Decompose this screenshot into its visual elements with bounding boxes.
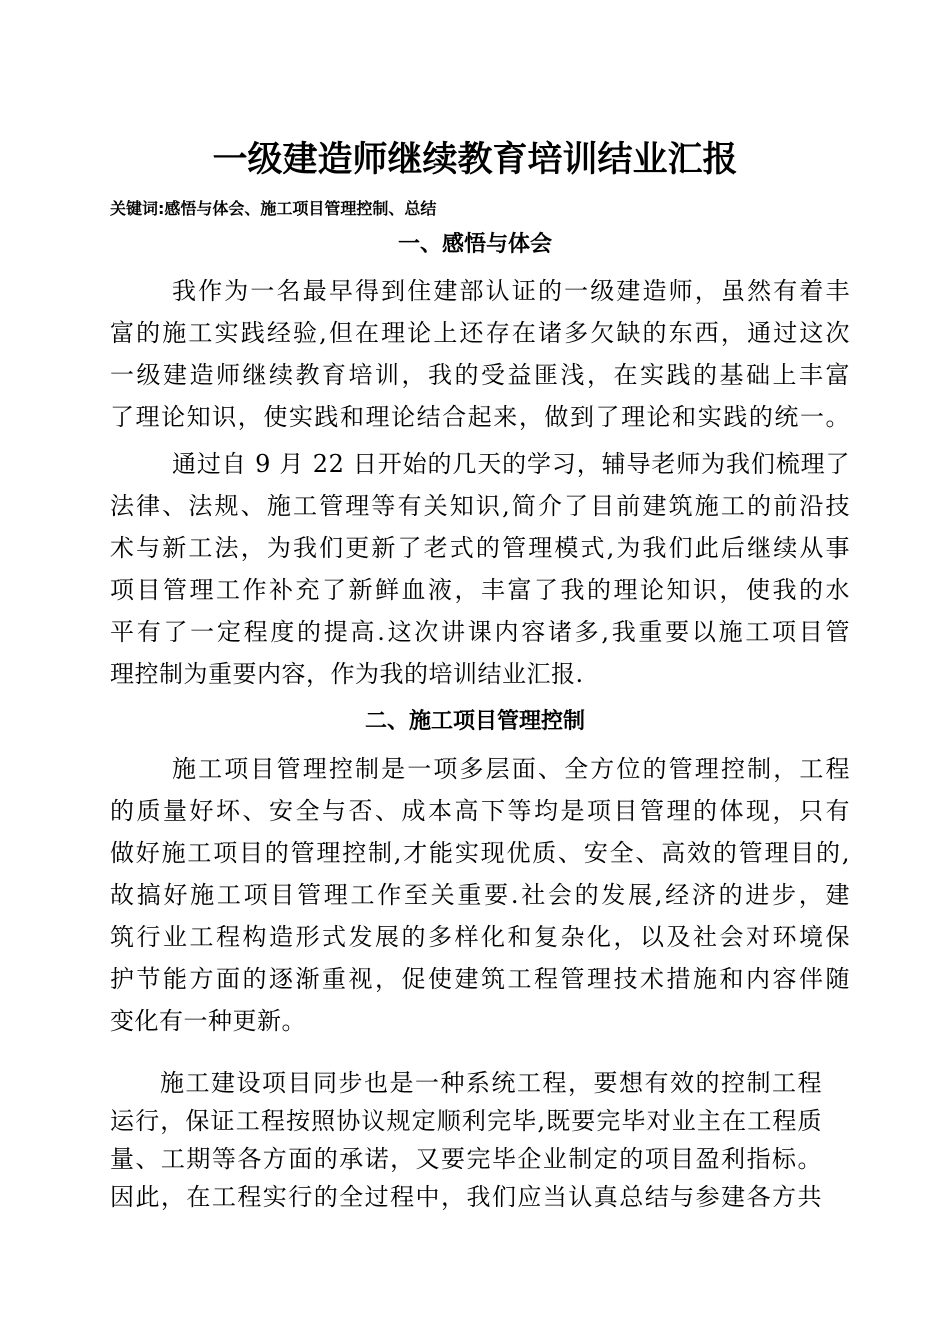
section-heading-1: 一、感悟与体会: [397, 232, 552, 257]
paragraph-line: 一级建造师继续教育培训，我的受益匪浅，在实践的基础上丰富: [110, 361, 850, 389]
paragraph-line: 法律、法规、施工管理等有关知识,简介了目前建筑施工的前沿技: [110, 492, 850, 520]
paragraph-line: 施工项目管理控制是一项多层面、全方位的管理控制，工程: [172, 755, 850, 783]
paragraph-line: 故搞好施工项目管理工作至关重要.社会的发展,经济的进步，建: [110, 881, 850, 909]
paragraph-4: [110, 1064, 822, 1216]
paragraph-line: 通过自 9 月 22 日开始的几天的学习，辅导老师为我们梳理了: [172, 450, 850, 478]
paragraph-line: 因此，在工程实行的全过程中，我们应当认真总结与参建各方共: [110, 1183, 822, 1211]
paragraph-line: 施工建设项目同步也是一种系统工程，要想有效的控制工程: [160, 1069, 822, 1097]
paragraph-2: [110, 443, 850, 695]
paragraph-line: 术与新工法，为我们更新了老式的管理模式,为我们此后继续从事: [110, 534, 850, 562]
paragraph-line: 做好施工项目的管理控制,才能实现优质、安全、高效的管理目的,: [110, 839, 850, 867]
paragraph-line: 我作为一名最早得到住建部认证的一级建造师，虽然有着丰: [172, 277, 850, 305]
document-title: 一级建造师继续教育培训结业汇报: [212, 140, 738, 180]
paragraph-line: 平有了一定程度的提高.这次讲课内容诸多,我重要以施工项目管: [110, 618, 850, 646]
paragraph-line: 理控制为重要内容，作为我的培训结业汇报.: [110, 660, 584, 688]
paragraph-line: 富的施工实践经验,但在理论上还存在诸多欠缺的东西，通过这次: [110, 319, 850, 347]
paragraph-line: 变化有一种更新。: [110, 1007, 306, 1035]
paragraph-line: 项目管理工作补充了新鲜血液，丰富了我的理论知识，使我的水: [110, 576, 850, 604]
section-heading-2: 二、施工项目管理控制: [364, 709, 585, 734]
paragraph-line: 的质量好坏、安全与否、成本高下等均是项目管理的体现，只有: [110, 797, 850, 825]
paragraph-line: 了理论知识，使实践和理论结合起来，做到了理论和实践的统一。: [110, 403, 850, 431]
paragraph-line: 量、工期等各方面的承诺，又要完毕企业制定的项目盈利指标。: [110, 1145, 822, 1173]
paragraph-line: 护节能方面的逐渐重视，促使建筑工程管理技术措施和内容伴随: [110, 965, 850, 993]
paragraph-line: 筑行业工程构造形式发展的多样化和复杂化，以及社会对环境保: [110, 923, 850, 951]
keywords-line: 关键词:感悟与体会、施工项目管理控制、总结: [110, 199, 437, 218]
paragraph-3: [110, 748, 850, 1042]
paragraph-1: [110, 270, 850, 438]
paragraph-line: 运行，保证工程按照协议规定顺利完毕,既要完毕对业主在工程质: [110, 1107, 822, 1135]
